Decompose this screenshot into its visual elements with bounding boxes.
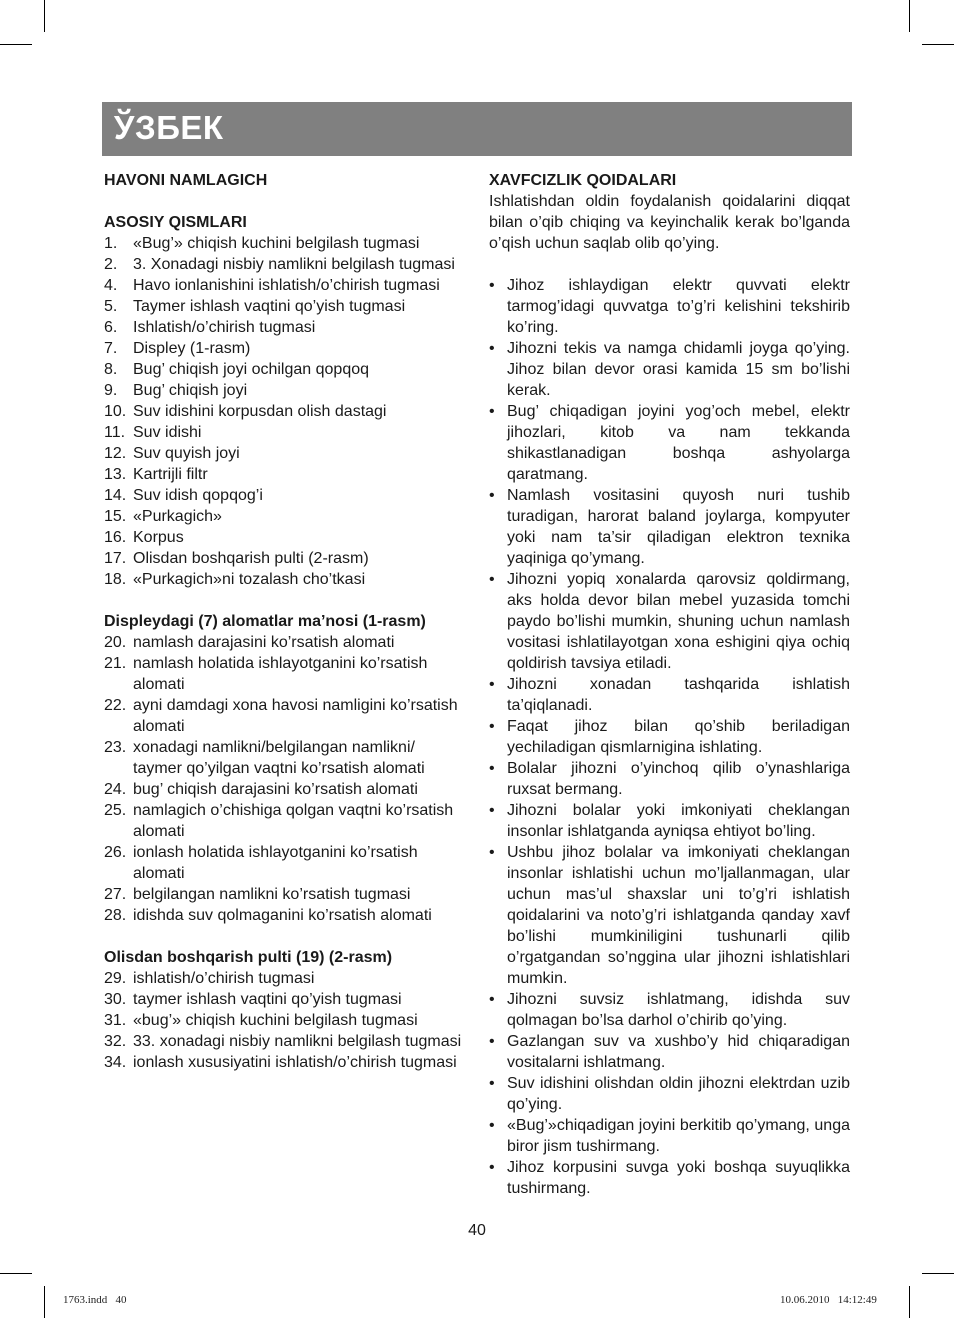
item-number: 24. [104, 781, 127, 798]
item-number: 22. [104, 697, 127, 714]
item-number: 34. [104, 1054, 127, 1071]
parts-heading: ASOSIY QISMLARI [104, 214, 247, 231]
safety-rule-text: Jihozni yopiq xonalarda qarovsiz qoldirmang, aks holda devor bilan mebel yuzasida tomchi paydo bo’lishi mumkin, shuning uchun namlash vositasi ishlatilayotgan xona eshigini qiya ochiq qoldirish tavsiya etiladi. [507, 571, 850, 672]
item-text: ionlash holatida ishlayotganini ko’rsatish alomati [133, 844, 418, 882]
safety-rule-text: Suv idishini olishdan oldin jihozni elektrdan uzib qo’ying. [507, 1075, 850, 1113]
safety-rule-text: «Bug’»chiqadigan joyini berkitib qo’ymang, unga biror jism tushirmang. [507, 1117, 850, 1155]
list-item [104, 506, 464, 527]
list-item [104, 359, 464, 380]
item-text: belgilangan namlikni ko’rsatish tugmasi [133, 886, 411, 903]
safety-rule-text: Jihozni bolalar yoki imkoniyati cheklangan insonlar ishlatganda ayniqsa ehtiyot bo’ling. [507, 802, 850, 840]
item-number: 14. [104, 487, 127, 504]
item-text: namlash holatida ishlayotganini ko’rsatish alomati [133, 655, 428, 693]
bullet-icon: • [489, 403, 495, 420]
safety-rule [489, 401, 850, 485]
crop-mark [44, 0, 45, 32]
slug-timestamp: 10.06.2010 14:12:49 [780, 1294, 877, 1306]
item-text: ishlatish/o’chirish tugmasi [133, 970, 315, 987]
item-text: Taymer ishlash vaqtini qo’yish tugmasi [133, 298, 406, 315]
safety-intro: Ishlatishdan oldin foydalanish qoidalarini diqqat bilan o’qib chiqing va keyinchalik kerak bo’lganda o’qish uchun saqlab olib qo’ying. [489, 193, 850, 252]
item-text: idishda suv qolmaganini ko’rsatish alomati [133, 907, 432, 924]
safety-rule [489, 1073, 850, 1115]
item-number: 29. [104, 970, 127, 987]
list-item [104, 737, 464, 779]
display-list [104, 632, 464, 926]
list-item [104, 401, 464, 422]
list-item [104, 443, 464, 464]
banner-title: ЎЗБЕК [114, 109, 224, 146]
item-text: bug’ chiqish darajasini ko’rsatish alomati [133, 781, 418, 798]
list-item [104, 1010, 464, 1031]
left-column [104, 170, 464, 1073]
item-number: 16. [104, 529, 127, 546]
safety-rule-text: Faqat jihoz bilan qo’shib beriladigan yechiladigan qismlarnigina ishlating. [507, 718, 850, 756]
item-text: taymer ishlash vaqtini qo’yish tugmasi [133, 991, 402, 1008]
slug-file: 1763.indd 40 [63, 1294, 127, 1306]
item-number: 28. [104, 907, 127, 924]
item-text: «Bug’» chiqish kuchini belgilash tugmasi [133, 235, 420, 252]
item-text: ayni damdagi xona havosi namligini ko’rsatish alomati [133, 697, 458, 735]
item-text: 3. Xonadagi nisbiy namlikni belgilash tugmasi [133, 256, 455, 273]
list-item [104, 464, 464, 485]
list-item [104, 275, 464, 296]
list-item [104, 485, 464, 506]
item-text: Havo ionlanishini ishlatish/o’chirish tugmasi [133, 277, 440, 294]
bullet-icon: • [489, 1033, 495, 1050]
list-item [104, 653, 464, 695]
safety-rule [489, 800, 850, 842]
list-item [104, 548, 464, 569]
safety-rule [489, 674, 850, 716]
item-text: Ishlatish/o’chirish tugmasi [133, 319, 316, 336]
crop-mark [909, 0, 910, 32]
safety-rule [489, 338, 850, 401]
bullet-icon: • [489, 340, 495, 357]
item-text: «Purkagich»ni tozalash cho’tkasi [133, 571, 366, 588]
safety-rule-text: Namlash vositasini quyosh nuri tushib turadigan, harorat baland joylarga, kompyuter yoki nam ta’sir qiladigan elektron texnika yaqiniga qo’ymang. [507, 487, 850, 567]
list-item [104, 1052, 464, 1073]
item-text: «Purkagich» [133, 508, 222, 525]
item-number: 17. [104, 550, 127, 567]
list-item [104, 779, 464, 800]
remote-heading: Olisdan boshqarish pulti (19) (2-rasm) [104, 949, 393, 966]
list-item [104, 254, 464, 275]
safety-rule-text: Gazlangan suv va xushbo’y hid chiqaradigan vositalarni ishlatmang. [507, 1033, 850, 1071]
safety-rule [489, 1031, 850, 1073]
item-text: Suv idish qopqog’i [133, 487, 263, 504]
item-number: 23. [104, 739, 127, 756]
safety-rule-text: Ushbu jihoz bolalar va imkoniyati cheklangan insonlar ishlatishi uchun mo’ljallanmagan, ular uchun mas’ul shaxslar uni to’g’ri ishlatish qoidalarini va noto’g’ri ishlatganda qanday xavf bo’lishi mumkiniligini tushunarli qilib o’rgatgandan so’nggina ular jihozni ishlatishlari mumkin. [507, 844, 850, 987]
safety-rule [489, 275, 850, 338]
crop-mark [922, 1273, 954, 1274]
item-number: 27. [104, 886, 127, 903]
list-item [104, 989, 464, 1010]
item-text: xonadagi namlikni/belgilangan namlikni/ taymer qo’yilgan vaqtni ko’rsatish alomati [133, 739, 425, 777]
list-item [104, 233, 464, 254]
item-text: Olisdan boshqarish pulti (2-rasm) [133, 550, 369, 567]
list-item [104, 968, 464, 989]
crop-mark [922, 44, 954, 45]
list-item [104, 800, 464, 842]
list-item [104, 1031, 464, 1052]
item-text: Suv idishi [133, 424, 202, 441]
safety-rule [489, 989, 850, 1031]
parts-list [104, 233, 464, 590]
item-text: 33. xonadagi nisbiy namlikni belgilash tugmasi [133, 1033, 462, 1050]
item-number: 32. [104, 1033, 127, 1050]
item-number: 8. [104, 361, 118, 378]
item-text: «bug’» chiqish kuchini belgilash tugmasi [133, 1012, 418, 1029]
list-item [104, 380, 464, 401]
safety-heading: XAVFCIZLIK QOIDALARI [489, 172, 677, 189]
list-item [104, 905, 464, 926]
item-number: 26. [104, 844, 127, 861]
bullet-icon: • [489, 1117, 495, 1134]
crop-mark [0, 1273, 32, 1274]
safety-rule-text: Bolalar jihozni o’yinchoq qilib o’ynashlariga ruxsat bermang. [507, 760, 850, 798]
page-number: 40 [468, 1222, 486, 1239]
bullet-icon: • [489, 991, 495, 1008]
item-number: 10. [104, 403, 127, 420]
item-number: 2. [104, 256, 118, 273]
bullet-icon: • [489, 571, 495, 588]
item-number: 4. [104, 277, 118, 294]
item-number: 7. [104, 340, 118, 357]
right-column [489, 170, 850, 1199]
bullet-icon: • [489, 802, 495, 819]
crop-mark [44, 1286, 45, 1318]
safety-rule [489, 1115, 850, 1157]
display-heading: Displeydagi (7) alomatlar ma’nosi (1-rasm) [104, 613, 426, 630]
language-banner [102, 102, 852, 156]
safety-rule [489, 485, 850, 569]
safety-rule [489, 716, 850, 758]
item-text: namlash darajasini ko’rsatish alomati [133, 634, 395, 651]
item-number: 18. [104, 571, 127, 588]
list-item [104, 632, 464, 653]
remote-list [104, 968, 464, 1073]
item-number: 31. [104, 1012, 127, 1029]
list-item [104, 338, 464, 359]
safety-rule [489, 1157, 850, 1199]
safety-rule-text: Jihoz ishlaydigan elektr quvvati elektr tarmog’idagi quvvatga to’g’ri kelishini tekshirib ko’ring. [507, 277, 850, 336]
safety-list [489, 275, 850, 1199]
list-item [104, 296, 464, 317]
item-text: Suv quyish joyi [133, 445, 240, 462]
item-number: 13. [104, 466, 127, 483]
item-number: 25. [104, 802, 127, 819]
item-number: 20. [104, 634, 127, 651]
item-number: 30. [104, 991, 127, 1008]
list-item [104, 569, 464, 590]
bullet-icon: • [489, 1075, 495, 1092]
item-text: Korpus [133, 529, 184, 546]
item-number: 15. [104, 508, 127, 525]
item-text: Bug’ chiqish joyi [133, 382, 248, 399]
item-number: 6. [104, 319, 118, 336]
item-number: 12. [104, 445, 127, 462]
item-number: 5. [104, 298, 118, 315]
list-item [104, 422, 464, 443]
list-item [104, 695, 464, 737]
item-text: namlagich o’chishiga qolgan vaqtni ko’rsatish alomati [133, 802, 454, 840]
crop-mark [909, 1286, 910, 1318]
item-text: Kartrijli filtr [133, 466, 208, 483]
item-number: 21. [104, 655, 127, 672]
safety-rule-text: Jihoz korpusini suvga yoki boshqa suyuqlikka tushirmang. [507, 1159, 850, 1197]
crop-mark [0, 44, 32, 45]
safety-rule [489, 569, 850, 674]
list-item [104, 842, 464, 884]
bullet-icon: • [489, 277, 495, 294]
bullet-icon: • [489, 718, 495, 735]
section-title: HAVONI NAMLAGICH [104, 172, 268, 189]
bullet-icon: • [489, 760, 495, 777]
safety-rule-text: Jihozni tekis va namga chidamli joyga qo’ying. Jihoz bilan devor orasi kamida 15 sm bo’lishi kerak. [507, 340, 850, 399]
bullet-icon: • [489, 676, 495, 693]
item-text: Displey (1-rasm) [133, 340, 251, 357]
bullet-icon: • [489, 844, 495, 861]
bullet-icon: • [489, 487, 495, 504]
item-text: Bug’ chiqish joyi ochilgan qopqoq [133, 361, 370, 378]
safety-rule [489, 842, 850, 989]
bullet-icon: • [489, 1159, 495, 1176]
item-text: ionlash xususiyatini ishlatish/o’chirish tugmasi [133, 1054, 457, 1071]
safety-rule-text: Jihozni xonadan tashqarida ishlatish ta’qiqlanadi. [507, 676, 850, 714]
item-text: Suv idishini korpusdan olish dastagi [133, 403, 387, 420]
item-number: 9. [104, 382, 118, 399]
safety-rule-text: Jihozni suvsiz ishlatmang, idishda suv qolmagan bo’lsa darhol o’chirib qo’ying. [507, 991, 850, 1029]
list-item [104, 527, 464, 548]
safety-rule [489, 758, 850, 800]
list-item [104, 317, 464, 338]
item-number: 1. [104, 235, 118, 252]
safety-rule-text: Bug’ chiqadigan joyini yog’och mebel, elektr jihozlari, kitob va nam tekkanda shikastlanadigan boshqa ashyolarga qaratmang. [507, 403, 850, 483]
item-number: 11. [104, 424, 126, 441]
list-item [104, 884, 464, 905]
